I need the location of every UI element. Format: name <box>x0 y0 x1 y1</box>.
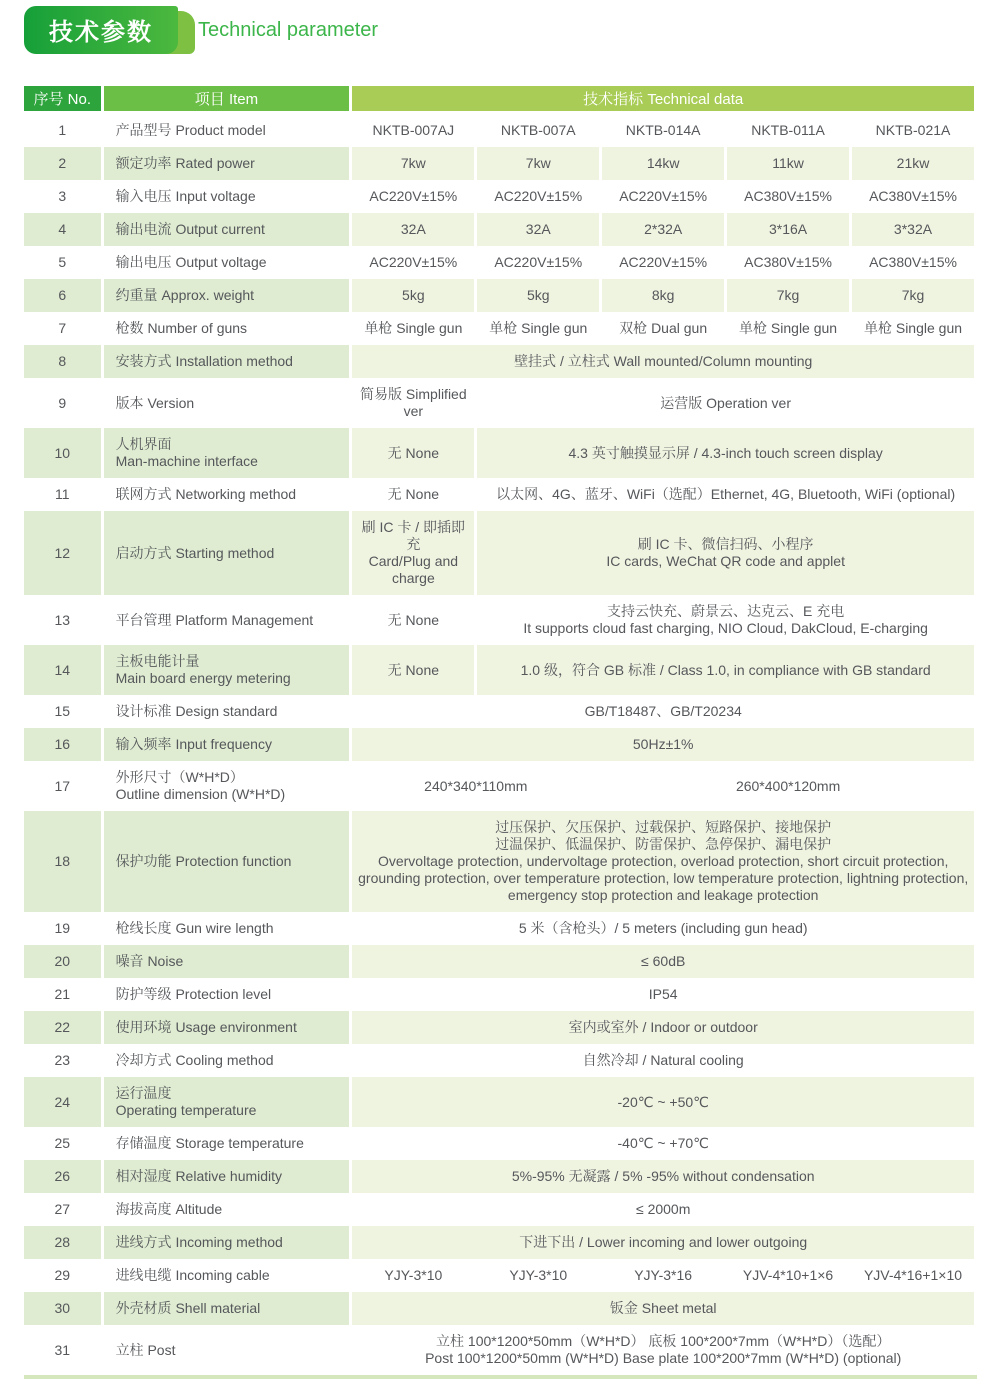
value-cell <box>602 180 724 213</box>
value-line: AC220V±15% <box>369 188 458 204</box>
title-badge <box>24 6 178 54</box>
value-line: 8kg <box>651 287 675 303</box>
table-row <box>24 147 974 180</box>
value-line: 自然冷却 / Natural cooling <box>582 1052 744 1068</box>
item-label <box>104 695 350 728</box>
value-cell <box>602 213 724 246</box>
value-line: 7kg <box>901 287 925 303</box>
value-cell <box>727 312 849 345</box>
row-number: 14 <box>24 645 101 695</box>
value-line: 刷 IC 卡、微信扫码、小程序 <box>637 536 814 552</box>
header-item: 项目 Item <box>104 86 350 114</box>
value-line: Overvoltage protection, undervoltage protection, overload protection, short circuit protection, grounding protection, over temperature protection, low temperature protection, lightning protection, emergency stop protection and leakage protection <box>358 853 969 903</box>
table-row <box>24 1127 974 1160</box>
value-cell <box>852 1259 974 1292</box>
value-cell <box>352 1011 974 1044</box>
row-number: 22 <box>24 1011 101 1044</box>
value-cell <box>352 1226 974 1259</box>
row-number: 7 <box>58 320 67 336</box>
item-label-line: 立柱 Post <box>115 1341 176 1358</box>
item-label <box>104 728 350 761</box>
value-cell <box>602 114 724 147</box>
value-line: 立柱 100*1200*50mm（W*H*D） 底板 100*200*7mm（W*H*D）（选配） <box>436 1333 891 1349</box>
value-cell <box>727 114 849 147</box>
value-cell <box>727 246 849 279</box>
value-line: GB/T18487、GB/T20234 <box>584 703 742 719</box>
item-label <box>104 1044 350 1077</box>
table-bottom-border <box>24 1375 977 1379</box>
value-line: 3*32A <box>893 221 933 237</box>
item-label-line: 外形尺寸（W*H*D） <box>115 769 244 785</box>
row-number: 18 <box>24 811 101 912</box>
item-label <box>104 1292 350 1325</box>
item-label-line: 防护等级 Protection level <box>115 986 272 1002</box>
item-label-line: Main board energy metering <box>115 670 291 686</box>
table-row <box>24 312 974 345</box>
table-row <box>24 978 974 1011</box>
row-number: 8 <box>24 345 101 378</box>
value-cell <box>852 114 974 147</box>
value-line: 单枪 Single gun <box>489 320 588 336</box>
page-title <box>24 10 1000 50</box>
item-label-line: 输入频率 Input frequency <box>115 736 272 752</box>
title-subtitle: Technical parameter <box>198 18 379 41</box>
table-row <box>24 945 974 978</box>
value-cell <box>477 511 974 595</box>
value-line: 11kw <box>772 155 804 171</box>
value-line: 1.0 级，符合 GB 标准 / Class 1.0, in compliance with GB standard <box>520 661 931 678</box>
row-number: 28 <box>24 1226 101 1259</box>
row-number: 30 <box>24 1292 101 1325</box>
table-row <box>24 1259 974 1292</box>
value-cell <box>602 1259 724 1292</box>
row-number: 10 <box>24 428 101 478</box>
value-line: NKTB-011A <box>751 122 825 138</box>
value-line: AC220V±15% <box>369 254 458 270</box>
table-row <box>24 645 974 695</box>
item-label-line: 外壳材质 Shell material <box>115 1300 261 1316</box>
value-cell <box>352 1325 974 1375</box>
value-cell <box>477 478 974 511</box>
header-no: 序号 No. <box>24 86 101 114</box>
row-number: 12 <box>24 511 101 595</box>
value-cell <box>352 1160 974 1193</box>
value-line: 以太网、4G、蓝牙、WiFi（选配）Ethernet, 4G, Bluetooth, WiFi (optional) <box>496 486 956 502</box>
value-line: YJY-3*10 <box>384 1267 443 1283</box>
value-cell <box>352 511 474 595</box>
value-line: 过温保护、低温保护、防雷保护、急停保护、漏电保护 <box>495 836 832 852</box>
table-row <box>24 595 974 645</box>
item-label <box>104 1193 350 1226</box>
item-label <box>104 1160 350 1193</box>
value-cell <box>602 246 724 279</box>
item-label-line: 设计标准 Design standard <box>115 703 278 719</box>
value-cell <box>352 478 474 511</box>
value-cell <box>477 378 974 428</box>
item-label-line: 存储温度 Storage temperature <box>115 1135 304 1151</box>
item-label-line: 保护功能 Protection function <box>115 853 292 869</box>
table-row <box>24 1193 974 1226</box>
value-line: 无 None <box>387 611 440 628</box>
item-label <box>104 1127 350 1160</box>
item-label-line: 枪数 Number of guns <box>115 320 248 336</box>
item-label <box>104 1011 350 1044</box>
value-cell <box>477 114 599 147</box>
row-number: 19 <box>54 920 71 936</box>
row-number: 26 <box>24 1160 101 1193</box>
value-line: 21kw <box>896 155 930 171</box>
item-label-line: 人机界面 <box>115 436 172 452</box>
value-line: 7kw <box>400 155 426 171</box>
value-line: 7kg <box>776 287 800 303</box>
item-label-line: 启动方式 Starting method <box>115 544 275 561</box>
item-label <box>104 945 350 978</box>
item-label <box>104 478 350 511</box>
item-label-line: Operating temperature <box>115 1102 257 1118</box>
row-number: 6 <box>24 279 101 312</box>
value-line: IP54 <box>648 986 678 1002</box>
value-line: 单枪 Single gun <box>863 320 963 336</box>
value-cell <box>352 114 474 147</box>
row-number: 5 <box>58 254 67 270</box>
value-line: AC380V±15% <box>869 254 957 270</box>
value-line: AC380V±15% <box>744 188 832 204</box>
value-cell <box>852 279 974 312</box>
value-line: 5kg <box>402 287 425 303</box>
value-cell <box>727 1259 849 1292</box>
table-row <box>24 1160 974 1193</box>
row-number: 4 <box>24 213 101 246</box>
row-number: 24 <box>24 1077 101 1127</box>
value-line: 5%-95% 无凝露 / 5% -95% without condensation <box>511 1168 815 1184</box>
table-row <box>24 912 974 945</box>
value-cell <box>352 978 974 1011</box>
value-line: 钣金 Sheet metal <box>609 1300 717 1316</box>
value-line: 50Hz±1% <box>632 736 694 752</box>
item-label-line: 主板电能计量 <box>115 653 200 669</box>
item-label-line: 进线方式 Incoming method <box>115 1234 283 1250</box>
table-row <box>24 511 974 595</box>
value-line: YJV-4*10+1×6 <box>742 1267 834 1283</box>
header-technical-data: 技术指标 Technical data <box>352 86 974 114</box>
value-line: NKTB-007A <box>500 122 576 138</box>
value-cell <box>727 147 849 180</box>
row-number: 15 <box>54 703 71 719</box>
row-number: 31 <box>54 1341 71 1358</box>
row-number: 17 <box>54 777 71 794</box>
table-row <box>24 1325 974 1375</box>
value-cell <box>602 279 724 312</box>
table-row <box>24 345 974 378</box>
value-line: 2*32A <box>644 221 683 237</box>
value-line: 14kw <box>646 155 680 171</box>
value-cell <box>602 312 724 345</box>
item-label-line: 安装方式 Installation method <box>115 353 293 369</box>
item-label <box>104 279 350 312</box>
value-cell <box>852 246 974 279</box>
value-line: 无 None <box>387 444 440 461</box>
item-label-line: 枪线长度 Gun wire length <box>115 920 274 936</box>
item-label <box>104 1226 350 1259</box>
value-line: 3*16A <box>768 221 808 237</box>
item-label-line: 海拔高度 Altitude <box>115 1201 223 1217</box>
value-line: AC220V±15% <box>619 188 708 204</box>
value-cell <box>852 312 974 345</box>
row-number: 3 <box>58 188 67 204</box>
table-row <box>24 695 974 728</box>
item-label <box>104 595 350 645</box>
value-cell <box>352 695 974 728</box>
value-cell <box>352 279 474 312</box>
item-label <box>104 1077 350 1127</box>
table-row <box>24 378 974 428</box>
value-line: ≤ 2000m <box>636 1201 691 1217</box>
value-line: 32A <box>400 221 426 237</box>
value-cell <box>352 645 474 695</box>
item-label-line: 进线电缆 Incoming cable <box>115 1267 270 1283</box>
value-cell <box>352 1259 474 1292</box>
value-cell <box>352 1127 974 1160</box>
value-cell <box>477 180 599 213</box>
value-line: 260*400*120mm <box>735 777 841 794</box>
item-label-line: Man-machine interface <box>115 453 258 469</box>
value-line: NKTB-021A <box>875 122 951 138</box>
item-label-line: 约重量 Approx. weight <box>115 287 255 303</box>
value-line: 240*340*110mm <box>424 777 528 794</box>
value-line: 单枪 Single gun <box>739 320 838 336</box>
table-row <box>24 1226 974 1259</box>
value-line: 无 None <box>387 486 440 502</box>
row-number: 16 <box>24 728 101 761</box>
item-label <box>104 147 350 180</box>
table-row <box>24 246 974 279</box>
value-cell <box>352 595 474 645</box>
value-cell <box>477 645 974 695</box>
value-cell <box>852 147 974 180</box>
item-label-line: 版本 Version <box>115 394 195 411</box>
value-line: Post 100*1200*50mm (W*H*D) Base plate 100*200*7mm (W*H*D) (optional) <box>425 1350 902 1366</box>
value-line: 单枪 Single gun <box>364 320 463 336</box>
table-row <box>24 761 974 811</box>
table-row <box>24 1292 974 1325</box>
value-cell <box>477 312 599 345</box>
item-label-line: 噪音 Noise <box>115 953 184 969</box>
value-cell <box>602 147 724 180</box>
value-line: AC220V±15% <box>494 254 583 270</box>
value-cell <box>352 147 474 180</box>
row-number: 25 <box>54 1135 71 1151</box>
value-line: 下进下出 / Lower incoming and lower outgoing <box>519 1234 808 1250</box>
value-cell <box>602 761 974 811</box>
item-label <box>104 1259 350 1292</box>
item-label-line: 相对湿度 Relative humidity <box>115 1168 283 1184</box>
item-label-line: 联网方式 Networking method <box>115 486 297 502</box>
row-number: 27 <box>54 1201 71 1217</box>
value-cell <box>852 180 974 213</box>
item-label <box>104 912 350 945</box>
value-cell <box>352 728 974 761</box>
table-header-row <box>24 86 974 114</box>
value-line: 室内或室外 / Indoor or outdoor <box>568 1019 758 1035</box>
item-label <box>104 978 350 1011</box>
value-cell <box>352 1193 974 1226</box>
value-line: 7kw <box>525 155 551 171</box>
value-line: 双枪 Dual gun <box>619 320 708 336</box>
item-label <box>104 761 350 811</box>
value-cell <box>352 180 474 213</box>
item-label <box>104 645 350 695</box>
item-label <box>104 345 350 378</box>
value-cell <box>352 1292 974 1325</box>
value-line: AC220V±15% <box>619 254 708 270</box>
value-cell <box>477 279 599 312</box>
value-line: AC220V±15% <box>494 188 583 204</box>
item-label <box>104 428 350 478</box>
item-label <box>104 378 350 428</box>
table-row <box>24 114 974 147</box>
item-label-line: Outline dimension (W*H*D) <box>115 786 286 802</box>
value-cell <box>477 595 974 645</box>
value-cell <box>477 1259 599 1292</box>
value-line: 壁挂式 / 立柱式 Wall mounted/Column mounting <box>514 353 813 369</box>
technical-parameter-table <box>21 86 977 1375</box>
value-cell <box>352 246 474 279</box>
value-cell <box>477 213 599 246</box>
item-label <box>104 246 350 279</box>
value-line: NKTB-014A <box>625 122 701 138</box>
item-label-line: 产品型号 Product model <box>115 122 266 138</box>
table-row <box>24 279 974 312</box>
value-cell <box>352 1077 974 1127</box>
row-number: 2 <box>24 147 101 180</box>
value-line: Card/Plug and charge <box>368 553 459 586</box>
item-label <box>104 312 350 345</box>
value-line: 5kg <box>526 287 550 303</box>
row-number: 13 <box>54 611 71 628</box>
table-row <box>24 1044 974 1077</box>
item-label <box>104 213 350 246</box>
value-cell <box>352 945 974 978</box>
item-label-line: 平台管理 Platform Management <box>115 611 314 628</box>
value-line: IC cards, WeChat QR code and applet <box>606 553 845 569</box>
value-line: 简易版 Simplified ver <box>360 386 467 419</box>
item-label-line: 输入电压 Input voltage <box>115 188 256 204</box>
value-line: AC380V±15% <box>869 188 957 204</box>
item-label-line: 使用环境 Usage environment <box>115 1019 297 1035</box>
row-number: 9 <box>58 394 67 411</box>
value-line: YJY-3*16 <box>634 1267 693 1283</box>
value-line: It supports cloud fast charging, NIO Cloud, DakCloud, E-charging <box>523 620 928 636</box>
value-cell <box>727 180 849 213</box>
value-line: ≤ 60dB <box>641 953 686 969</box>
value-cell <box>852 213 974 246</box>
value-cell <box>727 213 849 246</box>
value-line: YJV-4*16+1×10 <box>863 1267 963 1283</box>
value-line: NKTB-007AJ <box>372 122 455 138</box>
item-label <box>104 114 350 147</box>
item-label <box>104 1325 350 1375</box>
item-label <box>104 811 350 912</box>
title-badge-text: 技术参数 <box>24 6 178 54</box>
value-line: 运营版 Operation ver <box>660 394 791 411</box>
value-cell <box>352 345 974 378</box>
table-row <box>24 180 974 213</box>
value-cell <box>352 761 599 811</box>
value-line: 刷 IC 卡 / 即插即充 <box>361 519 466 552</box>
value-cell <box>477 428 974 478</box>
row-number: 20 <box>24 945 101 978</box>
item-label <box>104 180 350 213</box>
table-row <box>24 1011 974 1044</box>
item-label-line: 额定功率 Rated power <box>115 155 255 171</box>
row-number: 21 <box>54 986 71 1002</box>
value-line: 5 米（含枪头）/ 5 meters (including gun head) <box>518 920 808 936</box>
value-cell <box>477 147 599 180</box>
value-line: 4.3 英寸触摸显示屏 / 4.3-inch touch screen display <box>568 444 883 461</box>
value-cell <box>352 213 474 246</box>
item-label-line: 输出电压 Output voltage <box>115 254 267 270</box>
value-cell <box>352 312 474 345</box>
item-label <box>104 511 350 595</box>
row-number: 11 <box>55 486 70 502</box>
value-cell <box>477 246 599 279</box>
row-number: 29 <box>54 1267 71 1283</box>
value-line: 32A <box>525 221 551 237</box>
table-row <box>24 728 974 761</box>
value-line: YJY-3*10 <box>509 1267 568 1283</box>
table-row <box>24 811 974 912</box>
value-line: -40℃ ~ +70℃ <box>617 1135 709 1151</box>
value-line: 过压保护、欠压保护、过载保护、短路保护、接地保护 <box>495 819 832 835</box>
item-label-line: 运行温度 <box>115 1085 172 1101</box>
value-line: 无 None <box>387 661 440 678</box>
value-line: 支持云快充、蔚景云、达克云、E 充电 <box>607 603 845 619</box>
value-cell <box>352 912 974 945</box>
item-label-line: 冷却方式 Cooling method <box>115 1052 274 1068</box>
table-row <box>24 478 974 511</box>
value-cell <box>727 279 849 312</box>
value-cell <box>352 428 474 478</box>
item-label-line: 输出电流 Output current <box>115 221 265 237</box>
value-cell <box>352 1044 974 1077</box>
table-row <box>24 213 974 246</box>
table-row <box>24 1077 974 1127</box>
value-line: -20℃ ~ +50℃ <box>617 1093 709 1110</box>
value-line: AC380V±15% <box>744 254 832 270</box>
value-cell <box>352 378 474 428</box>
table-row <box>24 428 974 478</box>
value-cell <box>352 811 974 912</box>
row-number: 23 <box>54 1052 71 1068</box>
row-number: 1 <box>58 122 67 138</box>
